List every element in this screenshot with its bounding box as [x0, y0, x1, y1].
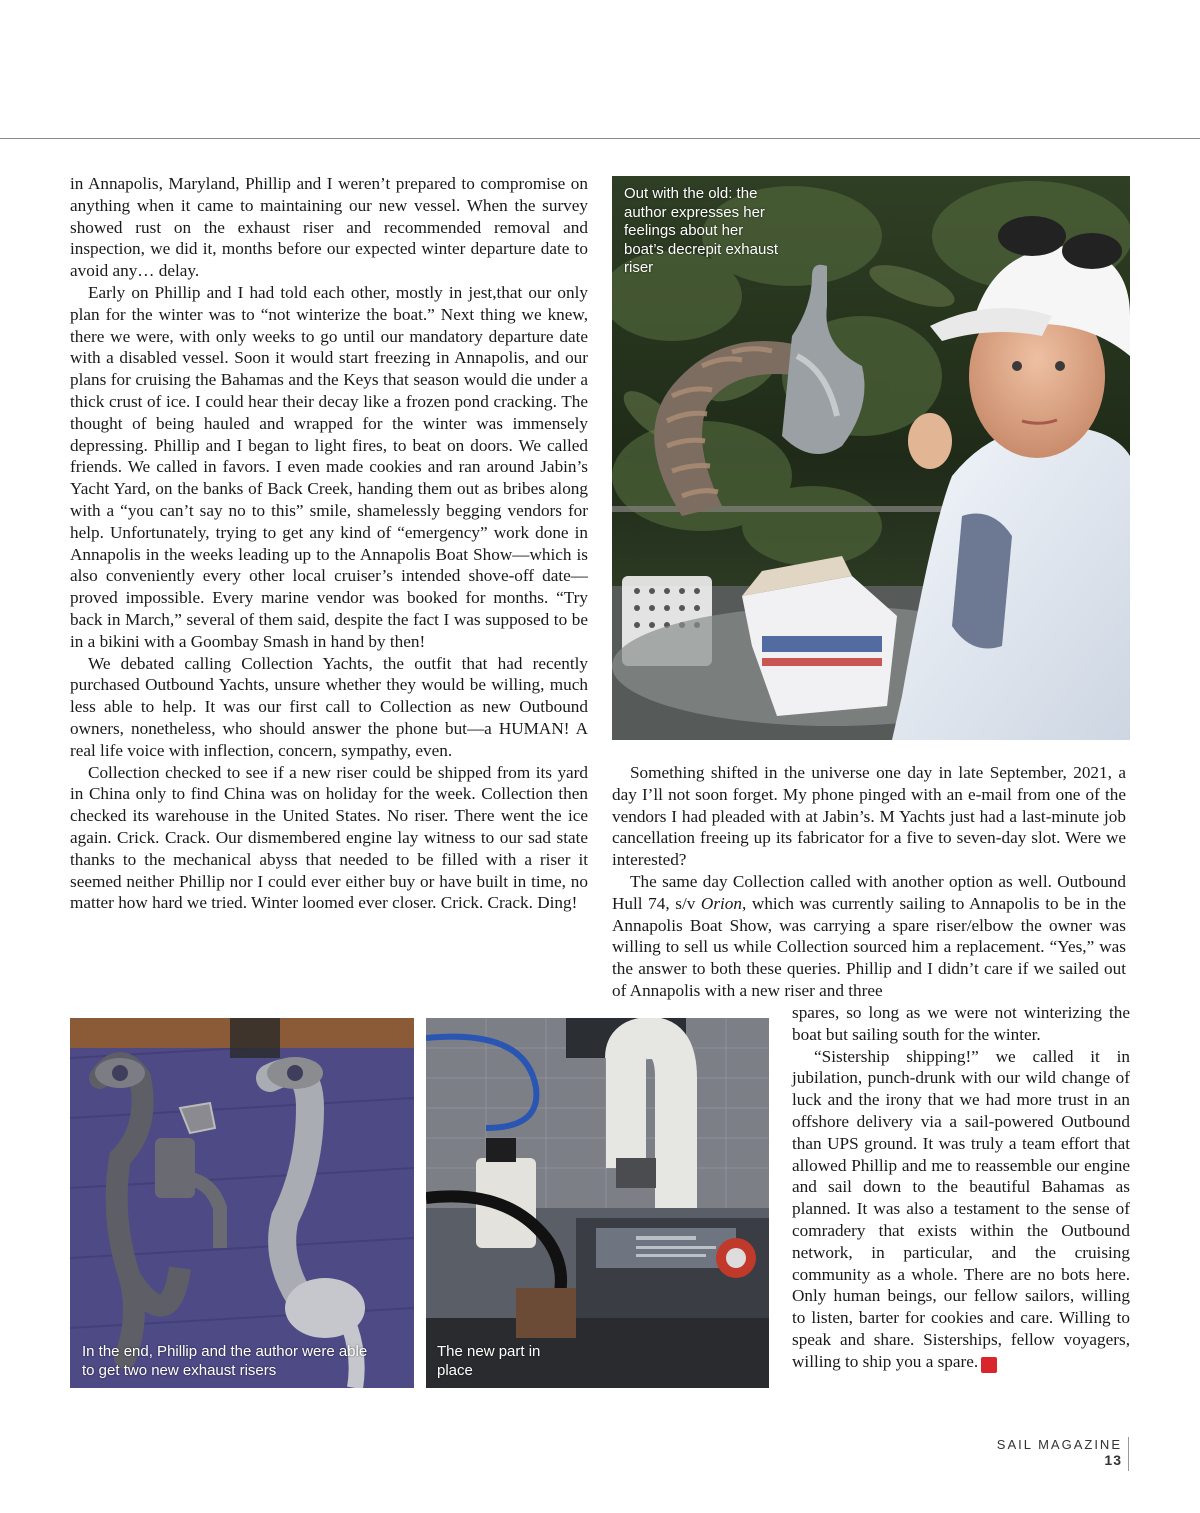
- left-text-column: [70, 173, 588, 914]
- photo-new-exhaust-risers-image: [70, 1018, 414, 1388]
- photo-woman-holding-riser: [612, 176, 1130, 740]
- body-paragraph: spares, so long as we were not winterizing the boat but sailing south for the winter.: [792, 1003, 1130, 1044]
- body-text: The same day Collection called with another option as well. Outbound Hull 74, s/v: [612, 871, 1126, 913]
- body-text: , which was currently sailing to Annapolis to be in the Annapolis Boat Show, was carrying a spare riser/elbow the owner was willing to sell us while Collection sourced him a replacement. “Yes,” was the answer to both these queries. Phillip and I didn’t care if we sailed out of Annapolis with a new riser and three: [612, 893, 1126, 1000]
- body-paragraph: Collection checked to see if a new riser could be shipped from its yard in China only to find China was on holiday for the week. Collection then checked its warehouse in the United States. No riser. There went the ice again. Crick. Crack. Our dismembered engine lay witness to our sad state thanks to the mechanical abyss that needed to be filled with a riser it seemed neither Phillip nor I could ever either buy or have built in time, no matter how hard we tried. Winter loomed ever closer. Crick. Crack. Ding!: [70, 762, 588, 913]
- body-paragraph: [792, 1046, 1130, 1373]
- right-text-column: [612, 762, 1126, 1002]
- body-paragraph: in Annapolis, Maryland, Phillip and I weren’t prepared to compromise on anything when it came to maintaining our new vessel. When the survey showed rust on the exhaust riser and recommended removal and inspection, we did it, months before our expected winter departure date to avoid any… delay.: [70, 174, 588, 281]
- body-paragraph: Something shifted in the universe one day in late September, 2021, a day I’ll not soon forget. My phone pinged with an e-mail from one of the vendors I had pleaded with at Jabin’s. M Yachts just had a last-minute job cancellation freeing up its fabricator for a five to seven-day slot. Were we interested?: [612, 763, 1126, 870]
- caption-bottom-left-photo: In the end, Phillip and the author were able to get two new exhaust risers: [82, 1343, 368, 1379]
- folio-divider: [1128, 1437, 1129, 1471]
- magazine-name: SAIL MAGAZINE: [996, 1437, 1122, 1452]
- caption-bottom-mid-photo: The new part in place: [437, 1343, 541, 1379]
- body-text: “Sistership shipping!” we called it in jubilation, punch-drunk with our wild change of luck and the irony that we had more trust in an offshore delivery via a sail-powered Outbound than UPS ground. It was truly a team effort that allowed Phillip and me to reassemble our engine and sail down to the beautiful Bahamas as planned. It was also a testament to the sense of comradery that exists within the Outbound network, in particular, and the cruising community as a whole. There are no bots here. Only human beings, our fellow sailors, willing to listen, barter for cookies and care. Willing to speak and share. Sisterships, fellow voyagers, willing to ship you a spare.: [792, 1046, 1130, 1371]
- folio: [997, 1437, 1122, 1468]
- photo-part-in-place-image: [426, 1018, 769, 1388]
- body-paragraph: Early on Phillip and I had told each other, mostly in jest,that our only plan for the winter was to “not winterize the boat.” Next thing we knew, there we were, with only weeks to go until our mandatory departure date with a disabled vessel. Soon it would start freezing in Annapolis, and our plans for cruising the Bahamas and the Keys that season would die under a thick crust of ice. I could hear their decay like a frozen pond cracking. The thought of being hauled and wrapped for the winter was immensely depressing. Phillip and I began to light fires, to beat on doors. We called friends. We called in favors. I even made cookies and ran around Jabin’s Yacht Yard, on the banks of Back Creek, handing them out as bribes along with a “you can’t say no to this” smile, shamelessly begging vendors for help. Unfortunately, trying to get any kind of “emergency” work done in Annapolis in the weeks leading up to the Annapolis Boat Show—which is also conveniently every other local cruiser’s intended shove-off date—proved impossible. Every marine vendor was booked for months. “Try back in March,” several of them said, despite the fact I was supposed to be in a bikini with a Goombay Smash in hand by then!: [70, 282, 588, 651]
- photo-part-in-place: [426, 1018, 769, 1388]
- body-paragraph: We debated calling Collection Yachts, the outfit that had recently purchased Outbound Yachts, unsure whether they would be willing, much less able to help. It was our first call to Collection as new Outbound owners, nonetheless, who should answer the phone but—a HUMAN! A real life voice with inflection, concern, sympathy, even.: [70, 653, 588, 760]
- sail-end-mark-icon: S: [981, 1357, 997, 1373]
- side-text-column: [792, 1002, 1130, 1373]
- caption-top-photo: Out with the old: the author expresses her feelings about her boat’s decrepit exhaust riser: [624, 185, 778, 276]
- header-rule: [0, 138, 1200, 139]
- body-paragraph: [612, 871, 1126, 1002]
- page-number: 13: [1104, 1452, 1122, 1468]
- photo-new-exhaust-risers: [70, 1018, 414, 1388]
- boat-name: Orion: [700, 893, 742, 913]
